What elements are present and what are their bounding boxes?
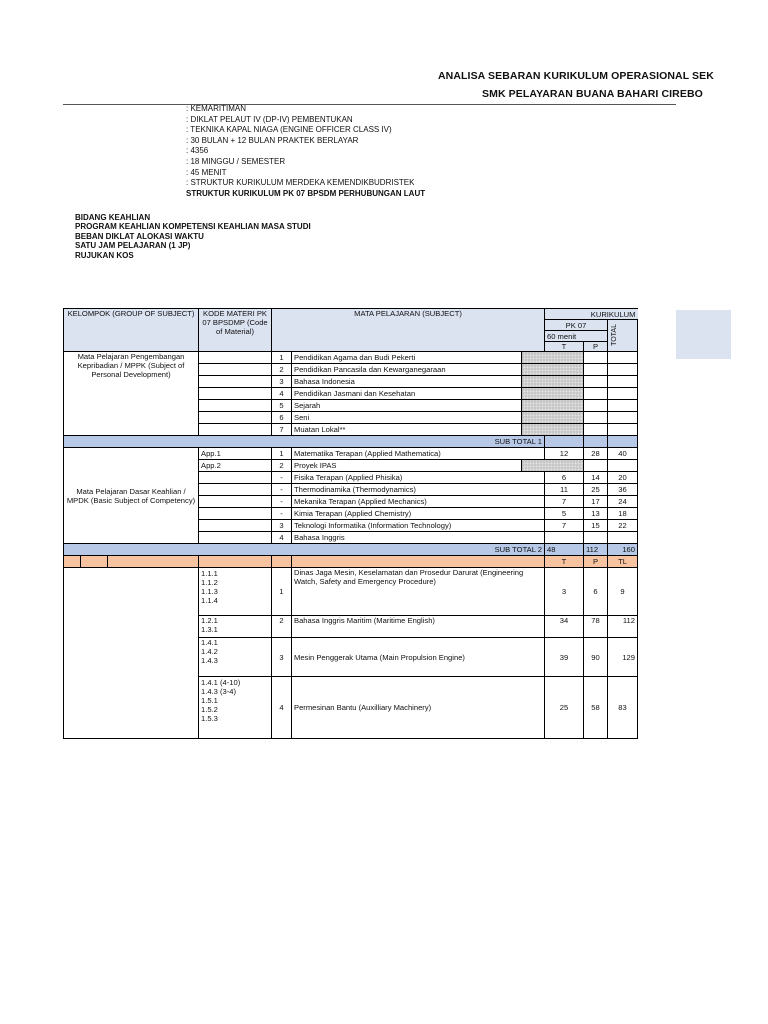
value-p: 78	[584, 616, 608, 638]
label-line: RUJUKAN KOS	[75, 250, 134, 260]
row-number: 7	[272, 424, 292, 436]
subtotal1-label: SUB TOTAL 1	[64, 436, 545, 448]
label-line: SATU JAM PELAJARAN (1 JP)	[75, 241, 191, 251]
subject-name: Sejarah	[292, 400, 522, 412]
row-number: 2	[272, 460, 292, 472]
value-total: 36	[608, 484, 638, 496]
header-kurikulum: KURIKULUM	[545, 309, 638, 320]
row-number: -	[272, 484, 292, 496]
row-number: -	[272, 472, 292, 484]
value-p: 90	[584, 638, 608, 677]
material-codes: 1.2.1 1.3.1	[199, 616, 272, 638]
header-side-fill	[676, 310, 731, 359]
value-t: 34	[545, 616, 584, 638]
row-number: 4	[272, 388, 292, 400]
row-number: 1	[272, 448, 292, 460]
subtotal2-label: SUB TOTAL 2	[64, 544, 545, 556]
subject-name: Bahasa Inggris Maritim (Maritime English)	[292, 616, 545, 638]
value-p: 25	[584, 484, 608, 496]
curriculum-table	[63, 308, 638, 739]
subject-name: Seni	[292, 412, 522, 424]
info-line: : 45 MENIT	[186, 167, 227, 177]
material-code: App.1	[199, 448, 272, 460]
material-codes: 1.1.1 1.1.2 1.1.3 1.1.4	[199, 568, 272, 616]
header-p: P	[584, 342, 608, 352]
value-t: 39	[545, 638, 584, 677]
subject-name: Matematika Terapan (Applied Mathematica)	[292, 448, 545, 460]
value-p: 58	[584, 677, 608, 739]
orange-p: P	[584, 556, 608, 568]
value-p: 6	[584, 568, 608, 616]
orange-t: T	[545, 556, 584, 568]
row-number: 2	[272, 364, 292, 376]
header-total: TOTAL	[608, 320, 638, 352]
value-total: 112	[608, 616, 638, 638]
subject-name: Kimia Terapan (Applied Chemistry)	[292, 508, 545, 520]
row-number: 1	[272, 568, 292, 616]
value-total: 40	[608, 448, 638, 460]
header-t: T	[545, 342, 584, 352]
subtotal2-total: 160	[608, 544, 638, 556]
material-codes: 1.4.1 (4-10) 1.4.3 (3-4) 1.5.1 1.5.2 1.5.3	[199, 677, 272, 739]
info-line: : STRUKTUR KURIKULUM MERDEKA KEMENDIKBUDRISTEK	[186, 178, 415, 188]
row-number: 4	[272, 532, 292, 544]
row-number: 2	[272, 616, 292, 638]
value-total: 24	[608, 496, 638, 508]
subject-name: Thermodinamika (Thermodynamics)	[292, 484, 545, 496]
info-line: : DIKLAT PELAUT IV (DP-IV) PEMBENTUKAN	[186, 114, 353, 124]
row-number: 4	[272, 677, 292, 739]
value-total: 20	[608, 472, 638, 484]
document-title: ANALISA SEBARAN KURIKULUM OPERASIONAL SEK	[438, 70, 714, 82]
value-t: 5	[545, 508, 584, 520]
value-total: 9	[608, 568, 638, 616]
value-p: 15	[584, 520, 608, 532]
value-t: 7	[545, 520, 584, 532]
subject-name: Bahasa Inggris	[292, 532, 545, 544]
info-line: : 30 BULAN + 12 BULAN PRAKTEK BERLAYAR	[186, 135, 359, 145]
header-group: KELOMPOK (GROUP OF SUBJECT)	[64, 309, 199, 352]
labels-block	[75, 213, 311, 260]
material-codes: 1.4.1 1.4.2 1.4.3	[199, 638, 272, 677]
label-line: BIDANG KEAHLIAN	[75, 213, 151, 222]
value-p: 13	[584, 508, 608, 520]
value-total: 22	[608, 520, 638, 532]
row-number: 3	[272, 376, 292, 388]
value-total: 83	[608, 677, 638, 739]
value-p: 17	[584, 496, 608, 508]
orange-tl: TL	[608, 556, 638, 568]
header-code: KODE MATERI PK 07 BPSDMP (Code of Material)	[199, 309, 272, 352]
info-line: STRUKTUR KURIKULUM PK 07 BPSDM PERHUBUNGAN LAUT	[186, 188, 426, 198]
row-number: -	[272, 496, 292, 508]
subject-name: Mekanika Terapan (Applied Mechanics)	[292, 496, 545, 508]
header-pk07: PK 07	[545, 320, 608, 331]
header-subject: MATA PELAJARAN (SUBJECT)	[272, 309, 545, 352]
subject-name: Proyek IPAS	[292, 460, 522, 472]
label-line: BEBAN DIKLAT ALOKASI WAKTU	[75, 231, 204, 241]
group2-label: Mata Pelajaran Dasar Keahlian / MPDK (Basic Subject of Competency)	[64, 448, 199, 544]
header-menit: 60 menit	[545, 331, 608, 342]
row-number: -	[272, 508, 292, 520]
subject-name: Bahasa Indonesia	[292, 376, 522, 388]
value-total: 129	[608, 638, 638, 677]
value-t: 3	[545, 568, 584, 616]
subject-name: Permesinan Bantu (Auxilliary Machinery)	[292, 677, 545, 739]
info-line: : TEKNIKA KAPAL NIAGA (ENGINE OFFICER CLASS IV)	[186, 125, 392, 135]
info-block	[186, 104, 425, 199]
subject-name: Mesin Penggerak Utama (Main Propulsion Engine)	[292, 638, 545, 677]
value-t: 12	[545, 448, 584, 460]
value-t: 25	[545, 677, 584, 739]
group1-label: Mata Pelajaran Pengembangan Kepribadian / MPPK (Subject of Personal Development)	[64, 352, 199, 436]
material-code: App.2	[199, 460, 272, 472]
row-number: 6	[272, 412, 292, 424]
subject-name: Fisika Terapan (Applied Phisika)	[292, 472, 545, 484]
value-total: 18	[608, 508, 638, 520]
info-line: : 4356	[186, 146, 209, 156]
label-line: PROGRAM KEAHLIAN KOMPETENSI KEAHLIAN MASA STUDI	[75, 222, 311, 232]
info-line: : 18 MINGGU / SEMESTER	[186, 156, 286, 166]
row-number: 3	[272, 638, 292, 677]
value-t: 11	[545, 484, 584, 496]
subject-name: Dinas Jaga Mesin, Keselamatan dan Prosedur Darurat (Engineering Watch, Safety and Emergency Procedure)	[292, 568, 545, 616]
subject-name: Muatan Lokal**	[292, 424, 522, 436]
school-name: SMK PELAYARAN BUANA BAHARI CIREBO	[482, 88, 703, 100]
row-number: 3	[272, 520, 292, 532]
row-number: 1	[272, 352, 292, 364]
value-p: 28	[584, 448, 608, 460]
subject-name: Pendidikan Jasmani dan Kesehatan	[292, 388, 522, 400]
value-p: 14	[584, 472, 608, 484]
subtotal2-p: 112	[584, 544, 608, 556]
subject-name: Pendidikan Pancasila dan Kewarganegaraan	[292, 364, 522, 376]
info-line: : KEMARITIMAN	[186, 104, 247, 113]
value-t: 7	[545, 496, 584, 508]
subject-name: Teknologi Informatika (Information Technology)	[292, 520, 545, 532]
row-number: 5	[272, 400, 292, 412]
subtotal2-t: 48	[545, 544, 584, 556]
value-t: 6	[545, 472, 584, 484]
subject-name: Pendidikan Agama dan Budi Pekerti	[292, 352, 522, 364]
